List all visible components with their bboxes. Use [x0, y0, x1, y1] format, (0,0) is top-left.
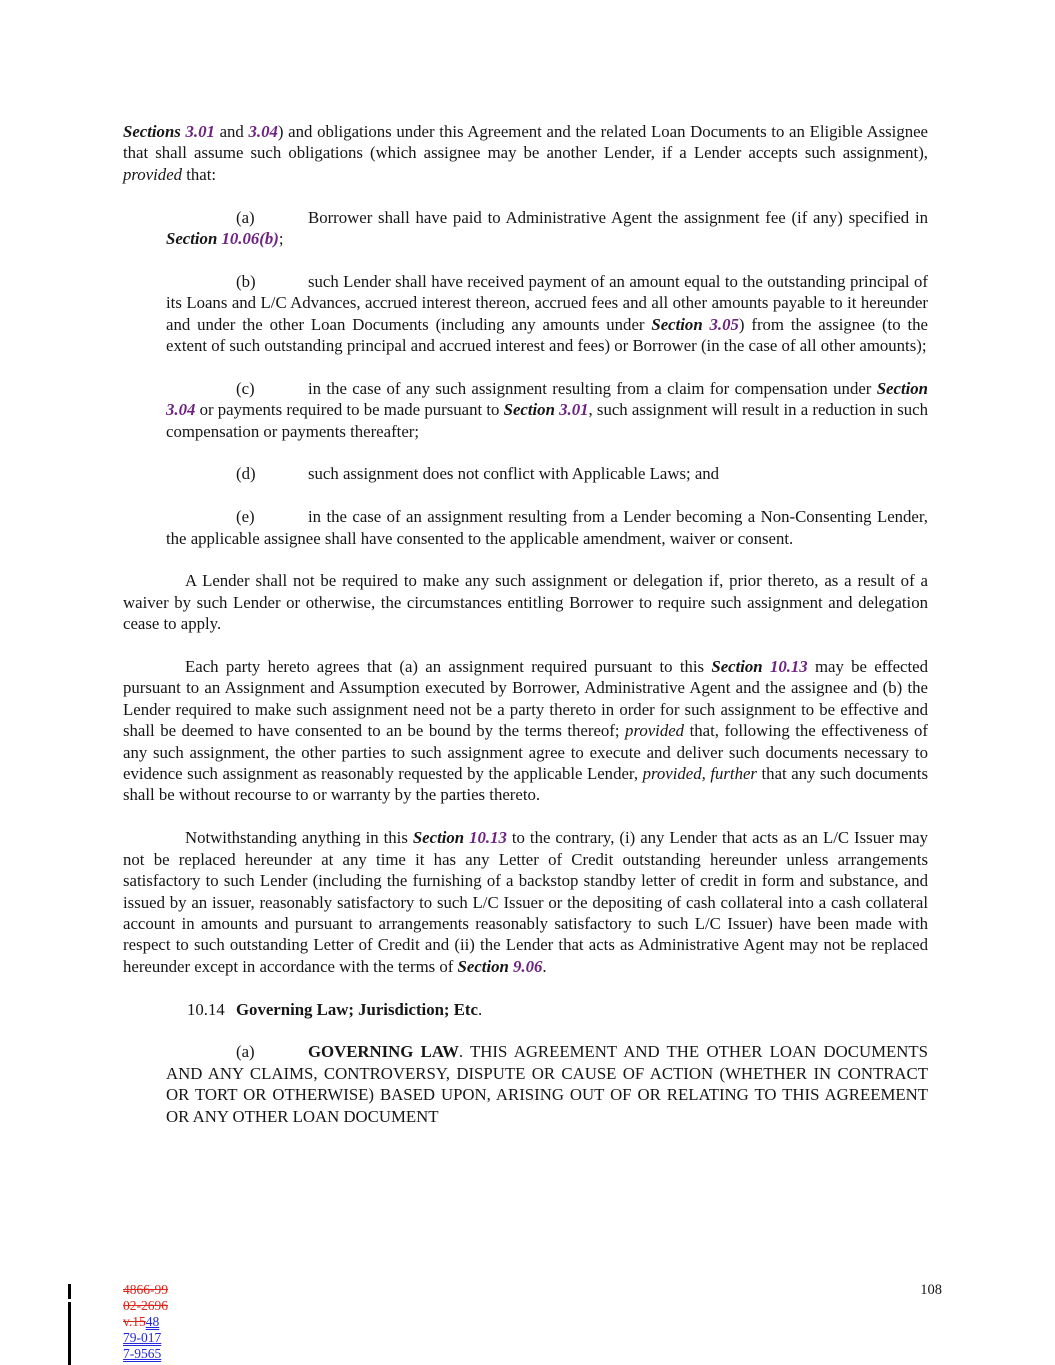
- text-run: 9.06: [513, 956, 543, 976]
- text-run: 7-9565: [123, 1346, 162, 1361]
- text-run: that, following the effectiveness of any such assignment, the other parties to such assignment agree to execute and deliver such documents necessary to evidence such assignment as reasonably requested by the applicable Lender,: [123, 721, 928, 784]
- change-bar-segment: [68, 1284, 71, 1299]
- text-run: such Lender shall have received payment of an amount equal to the outstanding principal of its Loans and L/C Advances, accrued interest thereon, accrued fees and all other amounts payable to it hereunder and under the other Loan Documents (including any amounts under: [166, 271, 928, 334]
- paragraph-label: (b): [236, 271, 256, 291]
- paragraph: [166, 378, 928, 442]
- paragraph-label: (c): [236, 378, 255, 398]
- paragraph-label: (a): [236, 207, 255, 227]
- change-bar-segment: [68, 1302, 71, 1365]
- text-run: Section: [876, 378, 928, 398]
- text-run: v.15: [123, 1314, 146, 1329]
- paragraph-label: 10.14: [187, 999, 225, 1019]
- text-run: 3.04: [166, 400, 196, 420]
- text-run: 10.06(b): [221, 229, 279, 249]
- text-run: such assignment does not conflict with Applicable Laws; and: [308, 464, 720, 484]
- page-number: 108: [920, 1282, 942, 1298]
- text-run: Each party hereto agrees that (a) an assignment required pursuant to this: [185, 657, 712, 677]
- text-run: GOVERNING LAW: [308, 1042, 459, 1062]
- paragraph: [166, 271, 928, 357]
- text-run: 3.04: [248, 122, 278, 141]
- text-run: that any such documents shall be without recourse to or warranty by the parties thereto.: [123, 764, 929, 805]
- text-run: Section: [503, 400, 555, 420]
- text-run: 10.13: [469, 828, 507, 848]
- footer-doc-id-line: [123, 1346, 168, 1362]
- paragraph: [123, 827, 928, 977]
- text-run: Governing Law; Jurisdiction; Etc: [236, 999, 478, 1019]
- text-run: Section: [711, 657, 763, 677]
- footer-doc-id-line: [123, 1314, 168, 1330]
- text-run: 4866-99: [123, 1282, 168, 1297]
- paragraph-label: (a): [236, 1042, 255, 1062]
- text-run: ) and obligations under this Agreement and the related Loan Documents to an Eligible Assignee that shall assume such obligations (which assignee may be another Lender, if a Lender accepts such assignment),: [123, 122, 928, 163]
- text-run: Sections: [123, 122, 181, 141]
- text-run: that:: [182, 164, 217, 184]
- section-heading: [187, 999, 928, 1020]
- text-run: 48: [145, 1314, 160, 1329]
- text-run: [763, 657, 770, 676]
- text-run: . THIS AGREEMENT AND THE OTHER LOAN DOCUMENTS AND ANY CLAIMS, CONTROVERSY, DISPUTE OR CAUSE OF ACTION (WHETHER IN CONTRACT OR TORT OR OTHERWISE) BASED UPON, ARISING OUT OF OR RELATING TO THIS AGREEMENT OR ANY OTHER LOAN DOCUMENT: [166, 1042, 928, 1126]
- text-run: provided: [625, 721, 685, 741]
- text-run: 79-017: [123, 1330, 162, 1345]
- text-run: provided, further: [642, 764, 757, 784]
- text-run: ) from the assignee (to the extent of such outstanding principal and accrued interest and fees) or Borrower (in the case of all other amounts);: [166, 314, 928, 356]
- text-run: may be effected pursuant to an Assignment and Assumption executed by Borrower, Administrative Agent and the assignee and (b) the Lender required to make such assignment need not be a party thereto in order for such assignment to be effective and shall be deemed to have consented to an be bound by the terms thereof;: [123, 657, 929, 741]
- text-run: Section: [651, 314, 703, 334]
- text-run: .: [542, 956, 547, 976]
- text-run: provided: [123, 164, 183, 184]
- paragraph: [166, 1041, 928, 1127]
- text-run: or payments required to be made pursuant to: [195, 400, 504, 420]
- text-run: Section: [412, 828, 465, 848]
- paragraph-label: (e): [236, 507, 255, 527]
- footer-doc-id-line: [123, 1298, 168, 1314]
- paragraph-label: (d): [236, 464, 256, 484]
- text-run: in the case of any such assignment resulting from a claim for compensation under: [308, 378, 877, 398]
- paragraph: [166, 506, 928, 549]
- text-run: in the case of an assignment resulting from a Lender becoming a Non-Consenting Lender, the applicable assignee shall have consented to the applicable amendment, waiver or consent.: [166, 507, 928, 548]
- footer-doc-id-line: [123, 1330, 168, 1346]
- text-run: 3.05: [709, 314, 739, 334]
- document-body: [123, 121, 928, 1148]
- text-run: A Lender shall not be required to make any such assignment or delegation if, prior thereto, as a result of a waiver by such Lender or otherwise, the circumstances entitling Borrower to require such assignment and delegation cease to apply.: [123, 571, 928, 634]
- text-run: Section: [457, 956, 509, 976]
- text-run: Section: [166, 229, 218, 249]
- text-run: and: [214, 122, 249, 141]
- text-run: , such assignment will result in a reduction in such compensation or payments thereafter;: [166, 400, 928, 441]
- paragraph: [123, 121, 928, 185]
- text-run: 10.13: [769, 657, 808, 677]
- text-run: 02-2696: [123, 1298, 168, 1313]
- text-run: ;: [278, 229, 284, 249]
- text-run: .: [477, 999, 483, 1019]
- text-run: to the contrary, (i) any Lender that acts as an L/C Issuer may not be replaced hereunder at any time it has any Letter of Credit outstanding hereunder unless arrangements satisfactory to such Lender (including the furnishing of a backstop standby letter of credit in form and substance, and issued by an issuer, reasonably satisfactory to such L/C Issuer or the depositing of cash collateral into a cash collateral account in amounts and pursuant to arrangements reasonably satisfactory to such L/C Issuer) have been made with respect to such outstanding Letter of Credit and (ii) the Lender that acts as Administrative Agent may not be replaced hereunder except in accordance with the terms of: [123, 828, 928, 976]
- footer-doc-id-line: [123, 1282, 168, 1298]
- text-run: 3.01: [559, 400, 589, 420]
- text-run: Notwithstanding anything in this: [185, 828, 413, 848]
- paragraph: [123, 570, 928, 634]
- text-run: [703, 315, 710, 334]
- paragraph: [123, 656, 928, 806]
- text-run: Borrower shall have paid to Administrative Agent the assignment fee (if any) specified in: [308, 207, 928, 227]
- footer-doc-id: [123, 1282, 168, 1362]
- paragraph: [166, 463, 928, 484]
- paragraph: [166, 207, 928, 250]
- text-run: 3.01: [185, 122, 215, 141]
